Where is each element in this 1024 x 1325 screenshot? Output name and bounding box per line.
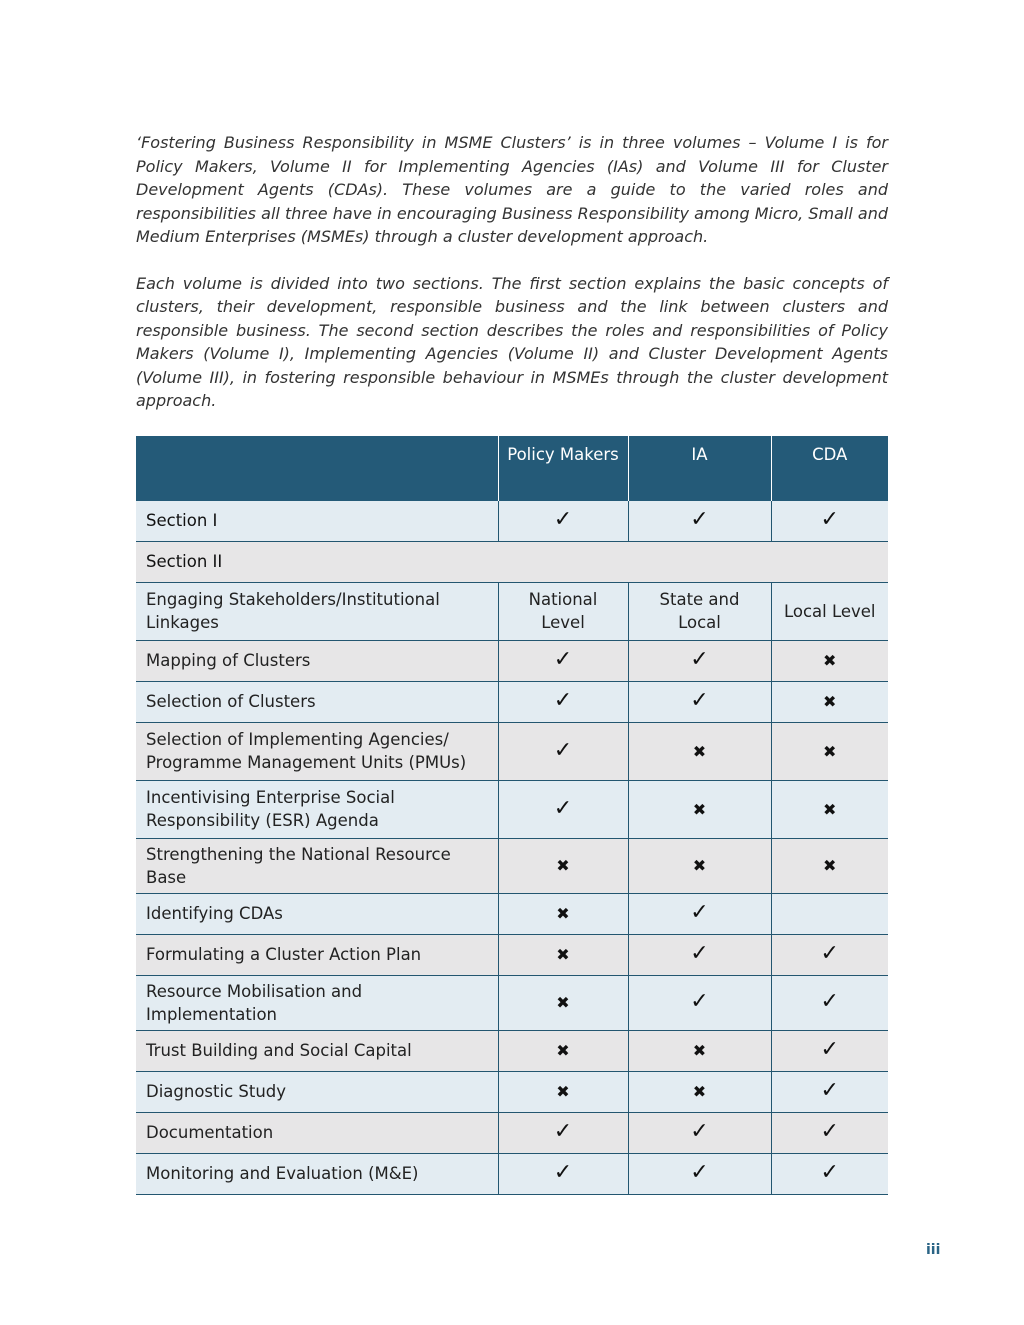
cell-policy-makers <box>498 722 628 780</box>
cross-mark-icon: ✖ <box>556 856 570 875</box>
table-row <box>136 1071 888 1112</box>
cell-cda <box>771 1030 888 1071</box>
cell-cda <box>771 1112 888 1153</box>
cell-ia: State and Local <box>628 582 771 640</box>
cell-ia <box>628 1071 771 1112</box>
cell-ia <box>628 838 771 893</box>
row-label: Trust Building and Social Capital <box>136 1030 498 1071</box>
cell-policy-makers <box>498 975 628 1030</box>
check-mark-icon: ✓ <box>820 1078 839 1103</box>
row-label: Incentivising Enterprise Social Responsibility (ESR) Agenda <box>136 780 498 838</box>
cross-mark-icon: ✖ <box>556 904 570 923</box>
row-label: Monitoring and Evaluation (M&E) <box>136 1153 498 1194</box>
table-row <box>136 681 888 722</box>
cell-policy-makers <box>498 838 628 893</box>
cell-cda <box>771 501 888 542</box>
row-label: Section I <box>136 501 498 542</box>
table-row <box>136 934 888 975</box>
cell-ia <box>628 893 771 934</box>
cross-mark-icon: ✖ <box>556 993 570 1012</box>
header-policy-makers: Policy Makers <box>498 436 628 501</box>
table-body <box>136 501 888 1195</box>
cell-policy-makers <box>498 934 628 975</box>
table-row <box>136 975 888 1030</box>
row-label: Section II <box>136 541 888 582</box>
page-body <box>136 131 888 1195</box>
check-mark-icon: ✓ <box>553 1119 573 1144</box>
header-ia: IA <box>628 436 771 501</box>
cross-mark-icon: ✖ <box>556 1082 570 1101</box>
check-mark-icon: ✓ <box>553 647 573 672</box>
row-label: Selection of Implementing Agencies/ Programme Management Units (PMUs) <box>136 722 498 780</box>
page-number: iii <box>926 1242 941 1258</box>
cross-mark-icon: ✖ <box>823 692 837 711</box>
cell-policy-makers <box>498 1153 628 1194</box>
check-mark-icon: ✓ <box>820 507 839 532</box>
check-mark-icon: ✓ <box>820 989 839 1014</box>
cell-cda <box>771 780 888 838</box>
intro-paragraph-2: Each volume is divided into two sections. The first section explains the basic concepts of clusters, their development, responsible business and the link between clusters and responsible business. The second section describes the roles and responsibilities of Policy Makers (Volume I), Implementing Agencies (Volume II) and Cluster Development Agents (Volume III), in fostering responsible behaviour in MSMEs through the cluster development approach. <box>136 273 888 410</box>
check-mark-icon: ✓ <box>690 1119 709 1144</box>
check-mark-icon: ✓ <box>820 1160 839 1185</box>
row-label: Documentation <box>136 1112 498 1153</box>
check-mark-icon: ✓ <box>690 647 709 672</box>
row-label: Mapping of Clusters <box>136 640 498 681</box>
cell-ia <box>628 934 771 975</box>
table-header-row <box>136 436 888 501</box>
row-label: Identifying CDAs <box>136 893 498 934</box>
cell-cda <box>771 1071 888 1112</box>
cell-policy-makers <box>498 1071 628 1112</box>
cell-ia <box>628 1030 771 1071</box>
cell-ia <box>628 501 771 542</box>
table-row <box>136 1153 888 1194</box>
cell-ia <box>628 975 771 1030</box>
cell-cda: Local Level <box>771 582 888 640</box>
row-label: Engaging Stakeholders/Institutional Linkages <box>136 582 498 640</box>
cell-cda <box>771 975 888 1030</box>
cell-policy-makers <box>498 501 628 542</box>
check-mark-icon: ✓ <box>553 507 573 532</box>
check-mark-icon: ✓ <box>690 507 709 532</box>
cross-mark-icon: ✖ <box>692 1082 707 1101</box>
section-row <box>136 541 888 582</box>
check-mark-icon: ✓ <box>820 941 839 966</box>
cell-ia <box>628 1153 771 1194</box>
cross-mark-icon: ✖ <box>692 741 707 761</box>
check-mark-icon: ✓ <box>820 1037 839 1062</box>
table-row <box>136 780 888 838</box>
cell-policy-makers <box>498 681 628 722</box>
cell-ia <box>628 640 771 681</box>
cell-policy-makers <box>498 780 628 838</box>
cross-mark-icon: ✖ <box>692 799 707 819</box>
check-mark-icon: ✓ <box>553 1160 573 1185</box>
cross-mark-icon: ✖ <box>823 741 837 761</box>
table-row <box>136 722 888 780</box>
cell-policy-makers <box>498 893 628 934</box>
cross-mark-icon: ✖ <box>556 945 570 964</box>
cell-ia <box>628 780 771 838</box>
row-label: Resource Mobilisation and Implementation <box>136 975 498 1030</box>
row-label: Strengthening the National Resource Base <box>136 838 498 893</box>
cell-cda <box>771 1153 888 1194</box>
cell-cda <box>771 893 888 934</box>
cell-ia <box>628 722 771 780</box>
cell-cda <box>771 681 888 722</box>
header-cda: CDA <box>771 436 888 501</box>
intro-text <box>136 131 888 413</box>
cell-ia <box>628 681 771 722</box>
cross-mark-icon: ✖ <box>692 856 707 875</box>
check-mark-icon: ✓ <box>690 989 709 1014</box>
row-label: Formulating a Cluster Action Plan <box>136 934 498 975</box>
intro-paragraph-1: ‘Fostering Business Responsibility in MSME Clusters’ is in three volumes – Volume I is for Policy Makers, Volume II for Implementing Agencies (IAs) and Volume III for Cluster Development Agents (CDAs). These volumes are a guide to the varied roles and responsibilities all three have in encouraging Business Responsibility among Micro, Small and Medium Enterprises (MSMEs) through a cluster development approach. <box>136 133 888 246</box>
check-mark-icon: ✓ <box>553 688 573 713</box>
cell-cda <box>771 838 888 893</box>
cell-policy-makers <box>498 1112 628 1153</box>
table-row <box>136 838 888 893</box>
cross-mark-icon: ✖ <box>823 651 837 670</box>
cell-cda <box>771 640 888 681</box>
header-blank <box>136 436 498 501</box>
table-row <box>136 640 888 681</box>
cross-mark-icon: ✖ <box>823 799 837 819</box>
table-row <box>136 582 888 640</box>
check-mark-icon: ✓ <box>820 1119 839 1144</box>
cell-cda <box>771 722 888 780</box>
check-mark-icon: ✓ <box>553 795 573 821</box>
check-mark-icon: ✓ <box>690 688 709 713</box>
check-mark-icon: ✓ <box>690 900 709 925</box>
cell-policy-makers <box>498 640 628 681</box>
cell-ia <box>628 1112 771 1153</box>
row-label: Diagnostic Study <box>136 1071 498 1112</box>
cross-mark-icon: ✖ <box>823 856 837 875</box>
check-mark-icon: ✓ <box>690 1160 709 1185</box>
table-row <box>136 1030 888 1071</box>
cross-mark-icon: ✖ <box>556 1041 570 1060</box>
check-mark-icon: ✓ <box>553 737 573 763</box>
cell-policy-makers: National Level <box>498 582 628 640</box>
section-row <box>136 501 888 542</box>
check-mark-icon: ✓ <box>690 941 709 966</box>
roles-matrix-table <box>136 436 888 1195</box>
row-label: Selection of Clusters <box>136 681 498 722</box>
table-row <box>136 1112 888 1153</box>
table-row <box>136 893 888 934</box>
cell-cda <box>771 934 888 975</box>
cross-mark-icon: ✖ <box>692 1041 707 1060</box>
cell-policy-makers <box>498 1030 628 1071</box>
